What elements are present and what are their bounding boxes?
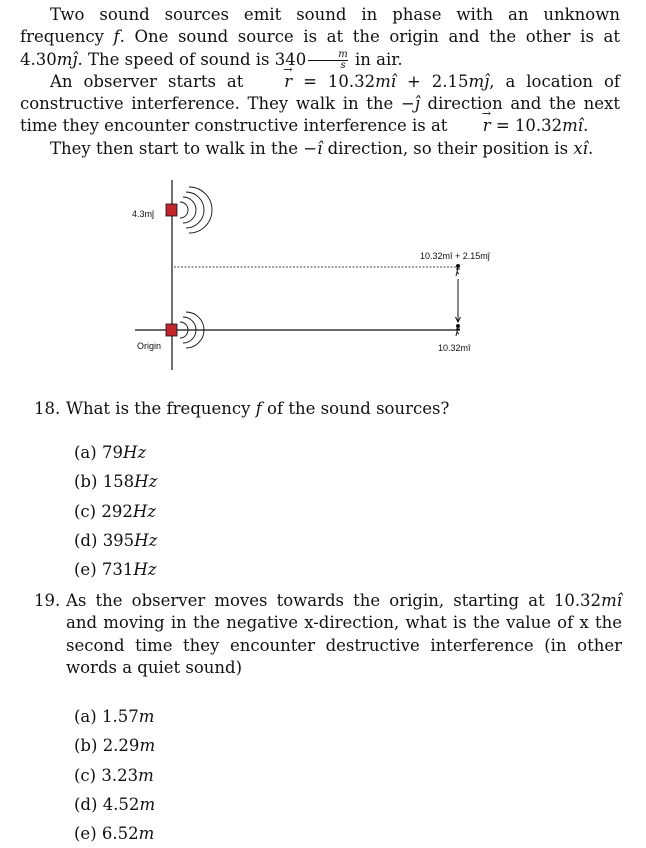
- answer-option[interactable]: [74, 438, 622, 467]
- math-f: f: [255, 399, 262, 418]
- intro-text: + 2.15: [396, 71, 469, 91]
- fraction-denominator: s: [340, 59, 346, 71]
- intro-text: , a location of constructive interference. They walk in the: [20, 71, 620, 114]
- question-text-part: and moving in the negative x-direction, what is the value of x the second time they encounter destructive interference (in other words a quiet sound): [66, 613, 622, 677]
- question-text-part: As the observer moves towards the origin, starting at 10.32: [66, 591, 602, 610]
- top-sound-source: [166, 187, 212, 233]
- question-text-part: of the sound sources?: [261, 399, 450, 418]
- problem-intro: [20, 4, 620, 160]
- math-unit-vector: mî: [562, 116, 584, 136]
- option-value: 731: [101, 560, 134, 580]
- answer-option[interactable]: [74, 761, 622, 790]
- math-r-vector: → r: [254, 71, 292, 93]
- option-unit: Hz: [134, 530, 158, 550]
- top-speaker: [166, 204, 177, 216]
- math-unit-vector: mî: [375, 71, 397, 91]
- intro-text: direction, so their position is: [322, 138, 574, 158]
- origin-speaker: [166, 324, 177, 336]
- fraction-numerator: m: [308, 50, 347, 61]
- question-number: 19.: [34, 591, 61, 610]
- top-source-label: 4.3mĵ: [132, 209, 155, 219]
- math-position: xî: [573, 138, 588, 158]
- math-f: f: [113, 27, 120, 47]
- intro-paragraph-1: [20, 4, 620, 71]
- option-unit: m: [139, 736, 156, 756]
- option-unit: Hz: [134, 472, 158, 492]
- answer-option[interactable]: [74, 526, 622, 555]
- origin-label: Origin: [137, 341, 162, 351]
- question-19-options: [74, 702, 622, 848]
- intro-text: = 10.32: [292, 71, 376, 91]
- answer-option[interactable]: [74, 819, 622, 848]
- option-value: 395: [102, 530, 135, 550]
- question-19-stem: [34, 590, 622, 679]
- math-unit-vector: ĵ: [72, 49, 78, 69]
- option-value: 292: [101, 501, 133, 521]
- intro-text: . One sound source is at the origin and the other is at 4.30: [20, 27, 620, 69]
- setup-diagram: [120, 175, 520, 375]
- intro-text: = 10.32: [490, 116, 563, 136]
- option-letter: (d): [74, 530, 98, 550]
- question-text-part: What is the frequency: [66, 399, 256, 418]
- option-value: 79: [101, 443, 123, 463]
- option-letter: (b): [74, 736, 98, 756]
- option-letter: (c): [74, 765, 97, 785]
- observer-start-body: [456, 267, 460, 276]
- option-letter: (e): [74, 560, 97, 580]
- option-value: 1.57: [101, 707, 139, 727]
- end-position-label: 10.32mî: [438, 343, 471, 353]
- option-value: 2.29: [102, 736, 140, 756]
- top-wave-1: [180, 202, 188, 218]
- start-position-label: 10.32mî + 2.15mĵ: [420, 251, 490, 261]
- top-wave-2: [183, 197, 196, 223]
- intro-text: .: [587, 138, 594, 158]
- observer-start-figure: [456, 265, 460, 277]
- option-unit: Hz: [132, 501, 156, 521]
- option-value: 3.23: [101, 765, 139, 785]
- option-letter: (a): [74, 443, 97, 463]
- speed-unit-fraction: [308, 50, 347, 71]
- option-letter: (d): [74, 794, 98, 814]
- intro-text: direction and the next time they encounter constructive interference is at: [20, 94, 620, 136]
- question-19: [34, 590, 622, 848]
- math-r-vector: → r: [453, 115, 491, 137]
- option-letter: (e): [74, 823, 97, 843]
- option-unit: m: [139, 794, 156, 814]
- question-18: [34, 398, 622, 584]
- intro-paragraph-3: [20, 138, 620, 160]
- intro-text: They then start to walk in the: [50, 138, 304, 158]
- option-unit: m: [138, 765, 154, 785]
- answer-option[interactable]: [74, 702, 622, 731]
- math-unit-vector: mĵ: [468, 71, 490, 91]
- intro-text: . The speed of sound is 340: [77, 49, 307, 69]
- question-18-stem: [34, 398, 622, 420]
- question-text: [66, 398, 622, 420]
- top-wave-3: [186, 192, 204, 228]
- option-letter: (a): [74, 707, 97, 727]
- answer-option[interactable]: [74, 497, 622, 526]
- option-letter: (b): [74, 472, 98, 492]
- option-unit: Hz: [133, 560, 157, 580]
- answer-option[interactable]: [74, 790, 622, 819]
- option-unit: m: [138, 823, 155, 843]
- intro-text: .: [583, 116, 589, 136]
- option-letter: (c): [74, 501, 97, 521]
- answer-option[interactable]: [74, 731, 622, 760]
- option-value: 158: [102, 472, 135, 492]
- math-unit: m: [56, 49, 73, 69]
- option-unit: Hz: [122, 443, 147, 463]
- math-unit-vector: mî: [601, 591, 622, 610]
- answer-option[interactable]: [74, 467, 622, 496]
- intro-paragraph-2: [20, 71, 620, 138]
- intro-text: in air.: [349, 49, 403, 69]
- answer-option[interactable]: [74, 555, 622, 584]
- question-text: [66, 590, 622, 679]
- math-unit-vector: −î: [303, 138, 323, 158]
- option-value: 4.52: [102, 794, 140, 814]
- top-wave-4: [189, 187, 212, 233]
- math-unit-vector: −ĵ: [400, 94, 420, 114]
- observer-end-body: [456, 327, 460, 336]
- intro-text: Two sound sources emit sound in phase with an unknown frequency: [20, 5, 620, 47]
- question-number: 18.: [34, 399, 61, 418]
- intro-text: An observer starts at: [50, 71, 255, 91]
- option-unit: m: [138, 707, 155, 727]
- question-18-options: [74, 438, 622, 584]
- option-value: 6.52: [101, 823, 139, 843]
